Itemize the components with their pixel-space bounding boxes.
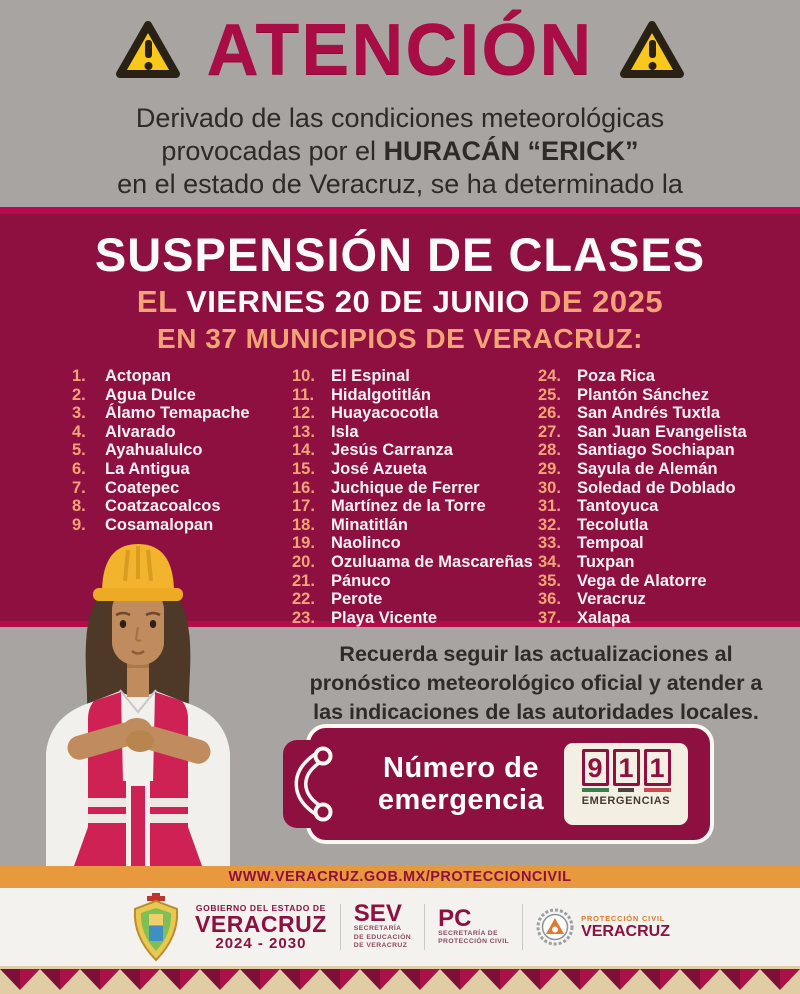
- hurricane-name: HURACÁN “ERICK”: [383, 136, 639, 166]
- dark-bar: [618, 788, 634, 792]
- footer-logo-band: [0, 888, 800, 966]
- green-bar: [582, 788, 609, 792]
- municipality-item: 16. Juchique de Ferrer: [292, 478, 480, 497]
- municipality-item: 10. El Espinal: [292, 367, 410, 385]
- reminder-line-3: las indicaciones de las autoridades locales.: [313, 700, 759, 724]
- intro-line-1: Derivado de las condiciones meteorológicas: [135, 103, 665, 133]
- municipality-item: 5. Ayahualulco: [72, 441, 203, 460]
- gov-years: 2024 - 2030: [215, 934, 307, 952]
- civil-protection-worker-illustration: [16, 531, 296, 866]
- emergency-label: Número de emergencia: [377, 752, 545, 816]
- municipality-item: 13. Isla: [292, 422, 359, 441]
- municipality-column-3: [538, 367, 747, 627]
- municipality-item: 21. Pánuco: [292, 571, 391, 590]
- banner-title: SUSPENSIÓN DE CLASES: [94, 228, 706, 281]
- attention-header: [0, 10, 800, 90]
- municipality-item: 6. La Antigua: [72, 459, 190, 478]
- red-bar: [644, 788, 671, 792]
- divider: [424, 904, 425, 950]
- municipality-item: 14. Jesús Carranza: [292, 441, 453, 460]
- reminder-paragraph: [278, 640, 794, 727]
- municipality-item: 36. Veracruz: [538, 590, 646, 609]
- municipality-item: 20. Ozuluama de Mascareñas: [292, 552, 533, 571]
- reminder-line-1: Recuerda seguir las actualizaciones al: [339, 642, 733, 666]
- municipality-item: 29. Sayula de Alemán: [538, 459, 718, 478]
- municipality-item: 31. Tantoyuca: [538, 497, 659, 516]
- municipality-item: 3. Álamo Temapache: [72, 404, 250, 423]
- municipality-item: 4. Alvarado: [72, 422, 176, 441]
- pcv-small-line: PROTECCIÓN CIVIL: [581, 913, 666, 923]
- sev-acronym: SEV: [353, 900, 402, 928]
- intro-line-3: en el estado de Veracruz, se ha determinado la: [117, 169, 683, 199]
- page-title: ATENCIÓN: [206, 10, 594, 90]
- divider: [522, 904, 523, 950]
- municipality-item: 23. Playa Vicente: [292, 608, 438, 627]
- municipality-item: 9. Cosamalopan: [72, 515, 214, 534]
- url-bar: [0, 866, 800, 888]
- intro-paragraph: [0, 102, 800, 201]
- government-logotype: [195, 903, 327, 952]
- gov-small-line: GOBIERNO DEL ESTADO DE: [195, 902, 326, 913]
- warning-triangle-icon: [619, 19, 685, 81]
- municipality-item: 24. Poza Rica: [538, 367, 655, 385]
- municipality-item: 32. Tecolutla: [538, 515, 649, 534]
- divider: [340, 904, 341, 950]
- veracruz-coat-of-arms-icon: [130, 892, 182, 962]
- warning-triangle-icon: [115, 19, 181, 81]
- reminder-line-2: pronóstico meteorológico oficial y atender a: [309, 671, 763, 695]
- pc-acronym: PC: [438, 904, 472, 932]
- digit-1: 1: [613, 749, 640, 786]
- emergency-number-box: [306, 724, 714, 844]
- nine-one-one-logo: [564, 743, 688, 825]
- nine-one-one-digits: [564, 749, 688, 792]
- banner-subtitle: EN 37 MUNICIPIOS DE VERACRUZ:: [157, 323, 643, 354]
- digit-1b: 1: [644, 749, 671, 786]
- municipality-item: 30. Soledad de Doblado: [538, 478, 736, 497]
- sev-logotype: SEV SECRETARÍA DE EDUCACIÓN DE VERACRUZ: [353, 900, 412, 950]
- municipality-item: 26. San Andrés Tuxtla: [538, 404, 721, 423]
- municipality-item: 15. José Azueta: [292, 459, 427, 478]
- pcv-name: VERACRUZ: [581, 922, 670, 940]
- municipality-item: 25. Plantón Sánchez: [538, 385, 710, 404]
- municipality-item: 1. Actopan: [72, 367, 171, 385]
- digit-9: 9: [582, 749, 609, 786]
- proteccion-civil-veracruz-logotype: [536, 908, 670, 946]
- pc-logotype: PC SECRETARÍA DE PROTECCIÓN CIVIL: [438, 904, 510, 945]
- municipality-item: 7. Coatepec: [72, 478, 180, 497]
- municipality-item: 11. Hidalgotitlán: [292, 385, 431, 404]
- decorative-triangle-strip: [0, 966, 800, 994]
- municipality-column-2: [292, 367, 538, 627]
- protection-civil-url: WWW.VERACRUZ.GOB.MX/PROTECCIONCIVIL: [228, 869, 572, 885]
- municipality-item: 35. Vega de Alatorre: [538, 571, 707, 590]
- emergencias-caption: EMERGENCIAS: [581, 795, 671, 807]
- municipality-item: 33. Tempoal: [538, 534, 644, 553]
- proteccion-civil-emblem-icon: [536, 908, 574, 946]
- municipality-item: 12. Huayacocotla: [292, 404, 439, 423]
- municipality-item: 19. Naolinco: [292, 534, 401, 553]
- municipality-item: 8. Coatzacoalcos: [72, 497, 221, 516]
- gov-name: VERACRUZ: [195, 910, 327, 937]
- banner-date: EL VIERNES 20 DE JUNIO DE 2025: [136, 284, 664, 319]
- municipality-item: 28. Santiago Sochiapan: [538, 441, 735, 460]
- municipality-item: 37. Xalapa: [538, 608, 631, 627]
- intro-line-2: provocadas por el HURACÁN “ERICK”: [161, 136, 639, 166]
- municipality-item: 22. Perote: [292, 590, 383, 609]
- municipality-item: 17. Martínez de la Torre: [292, 497, 486, 516]
- municipality-item: 34. Tuxpan: [538, 552, 635, 571]
- municipality-item: 27. San Juan Evangelista: [538, 422, 747, 441]
- municipality-item: 18. Minatitlán: [292, 515, 408, 534]
- municipality-item: 2. Agua Dulce: [72, 385, 196, 404]
